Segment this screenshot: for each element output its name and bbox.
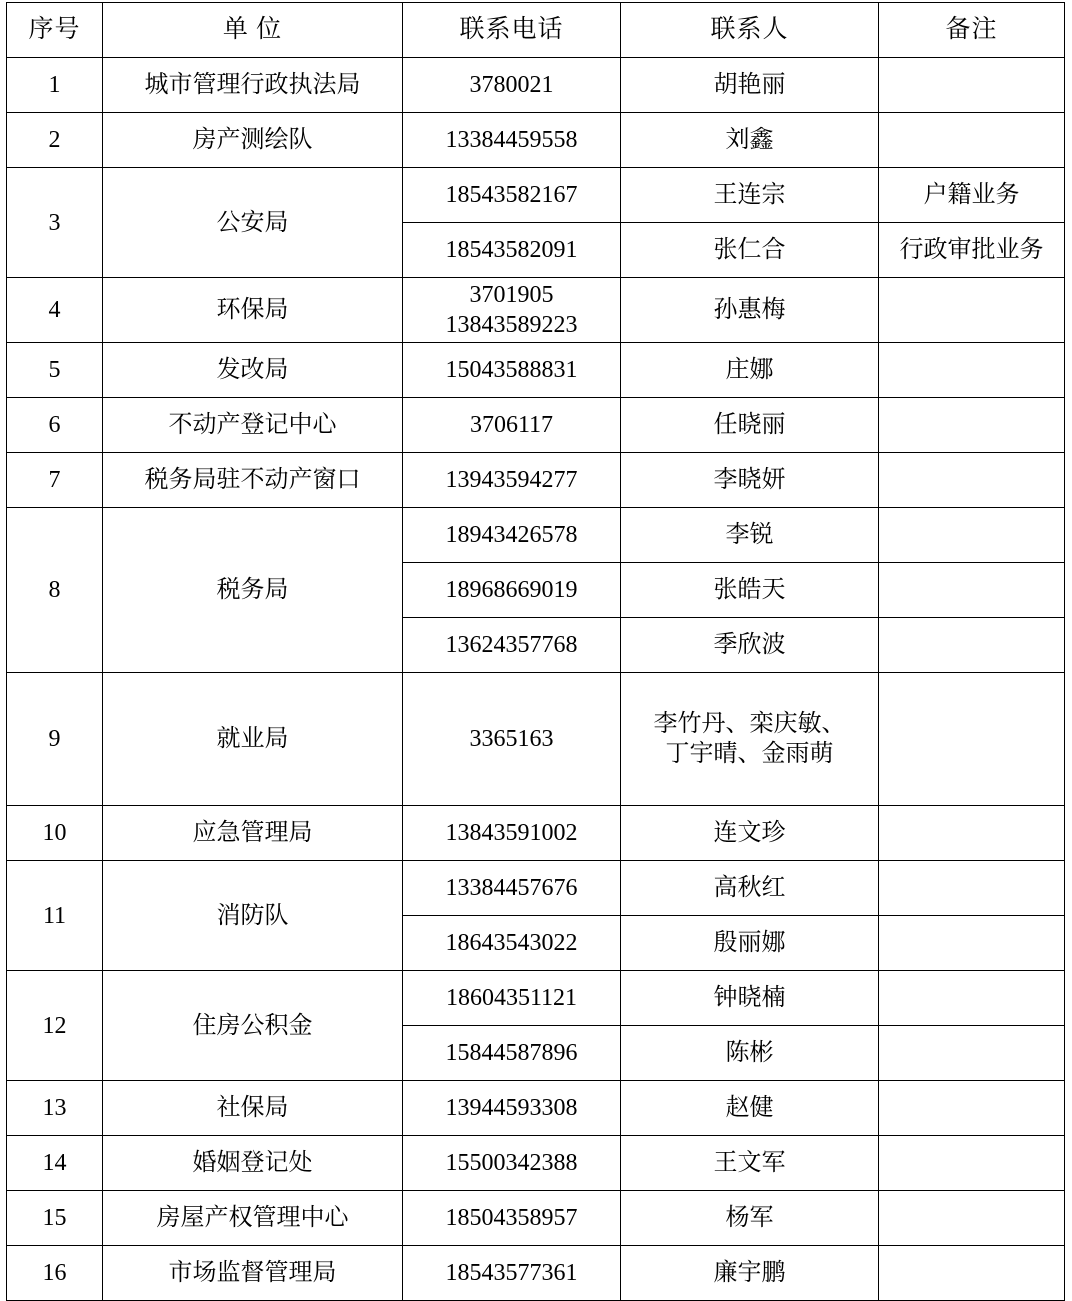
column-header-contact: 联系人 <box>621 3 879 58</box>
cell-index: 11 <box>7 861 103 971</box>
cell-unit: 市场监督管理局 <box>103 1246 403 1301</box>
cell-phone: 13384457676 <box>403 861 621 916</box>
cell-note <box>879 1026 1065 1081</box>
cell-unit: 住房公积金 <box>103 971 403 1081</box>
cell-note <box>879 618 1065 673</box>
cell-phone: 18604351121 <box>403 971 621 1026</box>
cell-phone: 3706117 <box>403 398 621 453</box>
cell-contact: 季欣波 <box>621 618 879 673</box>
cell-note <box>879 971 1065 1026</box>
cell-contact: 廉宇鹏 <box>621 1246 879 1301</box>
cell-index: 3 <box>7 168 103 278</box>
cell-note <box>879 508 1065 563</box>
contact-directory-table <box>6 2 1065 1301</box>
cell-phone: 13944593308 <box>403 1081 621 1136</box>
cell-phone: 3780021 <box>403 58 621 113</box>
cell-unit: 房产测绘队 <box>103 113 403 168</box>
column-header-unit: 单 位 <box>103 3 403 58</box>
cell-phone: 15043588831 <box>403 343 621 398</box>
table-header <box>7 3 1065 58</box>
cell-contact: 孙惠梅 <box>621 278 879 343</box>
cell-note <box>879 1246 1065 1301</box>
table-row <box>7 1136 1065 1191</box>
cell-phone: 18543577361 <box>403 1246 621 1301</box>
table-row <box>7 278 1065 343</box>
contact-line: 丁宇晴、金雨萌 <box>665 741 834 767</box>
cell-index: 1 <box>7 58 103 113</box>
cell-unit: 社保局 <box>103 1081 403 1136</box>
cell-unit: 就业局 <box>103 673 403 806</box>
cell-index: 5 <box>7 343 103 398</box>
cell-note <box>879 563 1065 618</box>
cell-note: 户籍业务 <box>879 168 1065 223</box>
cell-note <box>879 673 1065 806</box>
cell-phone: 18968669019 <box>403 563 621 618</box>
cell-index: 9 <box>7 673 103 806</box>
table-row <box>7 343 1065 398</box>
cell-index: 2 <box>7 113 103 168</box>
cell-index: 12 <box>7 971 103 1081</box>
cell-phone: 15500342388 <box>403 1136 621 1191</box>
cell-contact: 胡艳丽 <box>621 58 879 113</box>
cell-phone <box>403 278 621 343</box>
cell-note <box>879 453 1065 508</box>
cell-unit: 不动产登记中心 <box>103 398 403 453</box>
cell-index: 10 <box>7 806 103 861</box>
cell-phone: 3365163 <box>403 673 621 806</box>
cell-phone: 13384459558 <box>403 113 621 168</box>
cell-note <box>879 113 1065 168</box>
cell-contact: 李锐 <box>621 508 879 563</box>
cell-phone: 18643543022 <box>403 916 621 971</box>
cell-contact: 连文珍 <box>621 806 879 861</box>
table-row <box>7 58 1065 113</box>
cell-contact: 陈彬 <box>621 1026 879 1081</box>
cell-contact: 张皓天 <box>621 563 879 618</box>
table-row <box>7 398 1065 453</box>
cell-phone: 18943426578 <box>403 508 621 563</box>
table-row <box>7 168 1065 223</box>
cell-unit: 公安局 <box>103 168 403 278</box>
cell-contact: 高秋红 <box>621 861 879 916</box>
cell-note <box>879 806 1065 861</box>
cell-note <box>879 278 1065 343</box>
table-row <box>7 1081 1065 1136</box>
table-row <box>7 673 1065 806</box>
cell-phone: 15844587896 <box>403 1026 621 1081</box>
cell-index: 8 <box>7 508 103 673</box>
cell-contact <box>621 673 879 806</box>
cell-contact: 殷丽娜 <box>621 916 879 971</box>
cell-note <box>879 1191 1065 1246</box>
cell-phone: 13943594277 <box>403 453 621 508</box>
cell-index: 4 <box>7 278 103 343</box>
table-row <box>7 861 1065 916</box>
cell-contact: 任晓丽 <box>621 398 879 453</box>
cell-index: 13 <box>7 1081 103 1136</box>
cell-phone: 18504358957 <box>403 1191 621 1246</box>
table-row <box>7 1191 1065 1246</box>
phone-line: 3701905 <box>469 282 554 308</box>
cell-index: 14 <box>7 1136 103 1191</box>
cell-unit: 房屋产权管理中心 <box>103 1191 403 1246</box>
cell-unit: 消防队 <box>103 861 403 971</box>
cell-note <box>879 916 1065 971</box>
table-row <box>7 806 1065 861</box>
table-row <box>7 508 1065 563</box>
cell-index: 16 <box>7 1246 103 1301</box>
cell-unit: 税务局 <box>103 508 403 673</box>
cell-index: 15 <box>7 1191 103 1246</box>
cell-note <box>879 343 1065 398</box>
table-body <box>7 58 1065 1301</box>
table-row <box>7 1246 1065 1301</box>
cell-contact: 庄娜 <box>621 343 879 398</box>
cell-phone: 13843591002 <box>403 806 621 861</box>
cell-contact: 刘鑫 <box>621 113 879 168</box>
cell-phone: 18543582091 <box>403 223 621 278</box>
column-header-phone: 联系电话 <box>403 3 621 58</box>
cell-contact: 李晓妍 <box>621 453 879 508</box>
cell-note <box>879 1136 1065 1191</box>
cell-contact: 杨军 <box>621 1191 879 1246</box>
column-header-note: 备注 <box>879 3 1065 58</box>
cell-contact: 赵健 <box>621 1081 879 1136</box>
cell-phone: 13624357768 <box>403 618 621 673</box>
table-row <box>7 971 1065 1026</box>
contact-line: 李竹丹、栾庆敏、 <box>653 711 846 737</box>
cell-contact: 钟晓楠 <box>621 971 879 1026</box>
cell-contact: 王文军 <box>621 1136 879 1191</box>
cell-unit: 城市管理行政执法局 <box>103 58 403 113</box>
table-row <box>7 453 1065 508</box>
cell-unit: 应急管理局 <box>103 806 403 861</box>
phone-line: 13843589223 <box>445 312 578 338</box>
cell-contact: 王连宗 <box>621 168 879 223</box>
cell-unit: 环保局 <box>103 278 403 343</box>
cell-unit: 税务局驻不动产窗口 <box>103 453 403 508</box>
cell-phone: 18543582167 <box>403 168 621 223</box>
column-header-index: 序号 <box>7 3 103 58</box>
cell-note <box>879 1081 1065 1136</box>
cell-note <box>879 398 1065 453</box>
table-header-row <box>7 3 1065 58</box>
cell-unit: 婚姻登记处 <box>103 1136 403 1191</box>
cell-index: 6 <box>7 398 103 453</box>
table-row <box>7 113 1065 168</box>
cell-index: 7 <box>7 453 103 508</box>
cell-contact: 张仁合 <box>621 223 879 278</box>
cell-note: 行政审批业务 <box>879 223 1065 278</box>
cell-unit: 发改局 <box>103 343 403 398</box>
cell-note <box>879 861 1065 916</box>
cell-note <box>879 58 1065 113</box>
